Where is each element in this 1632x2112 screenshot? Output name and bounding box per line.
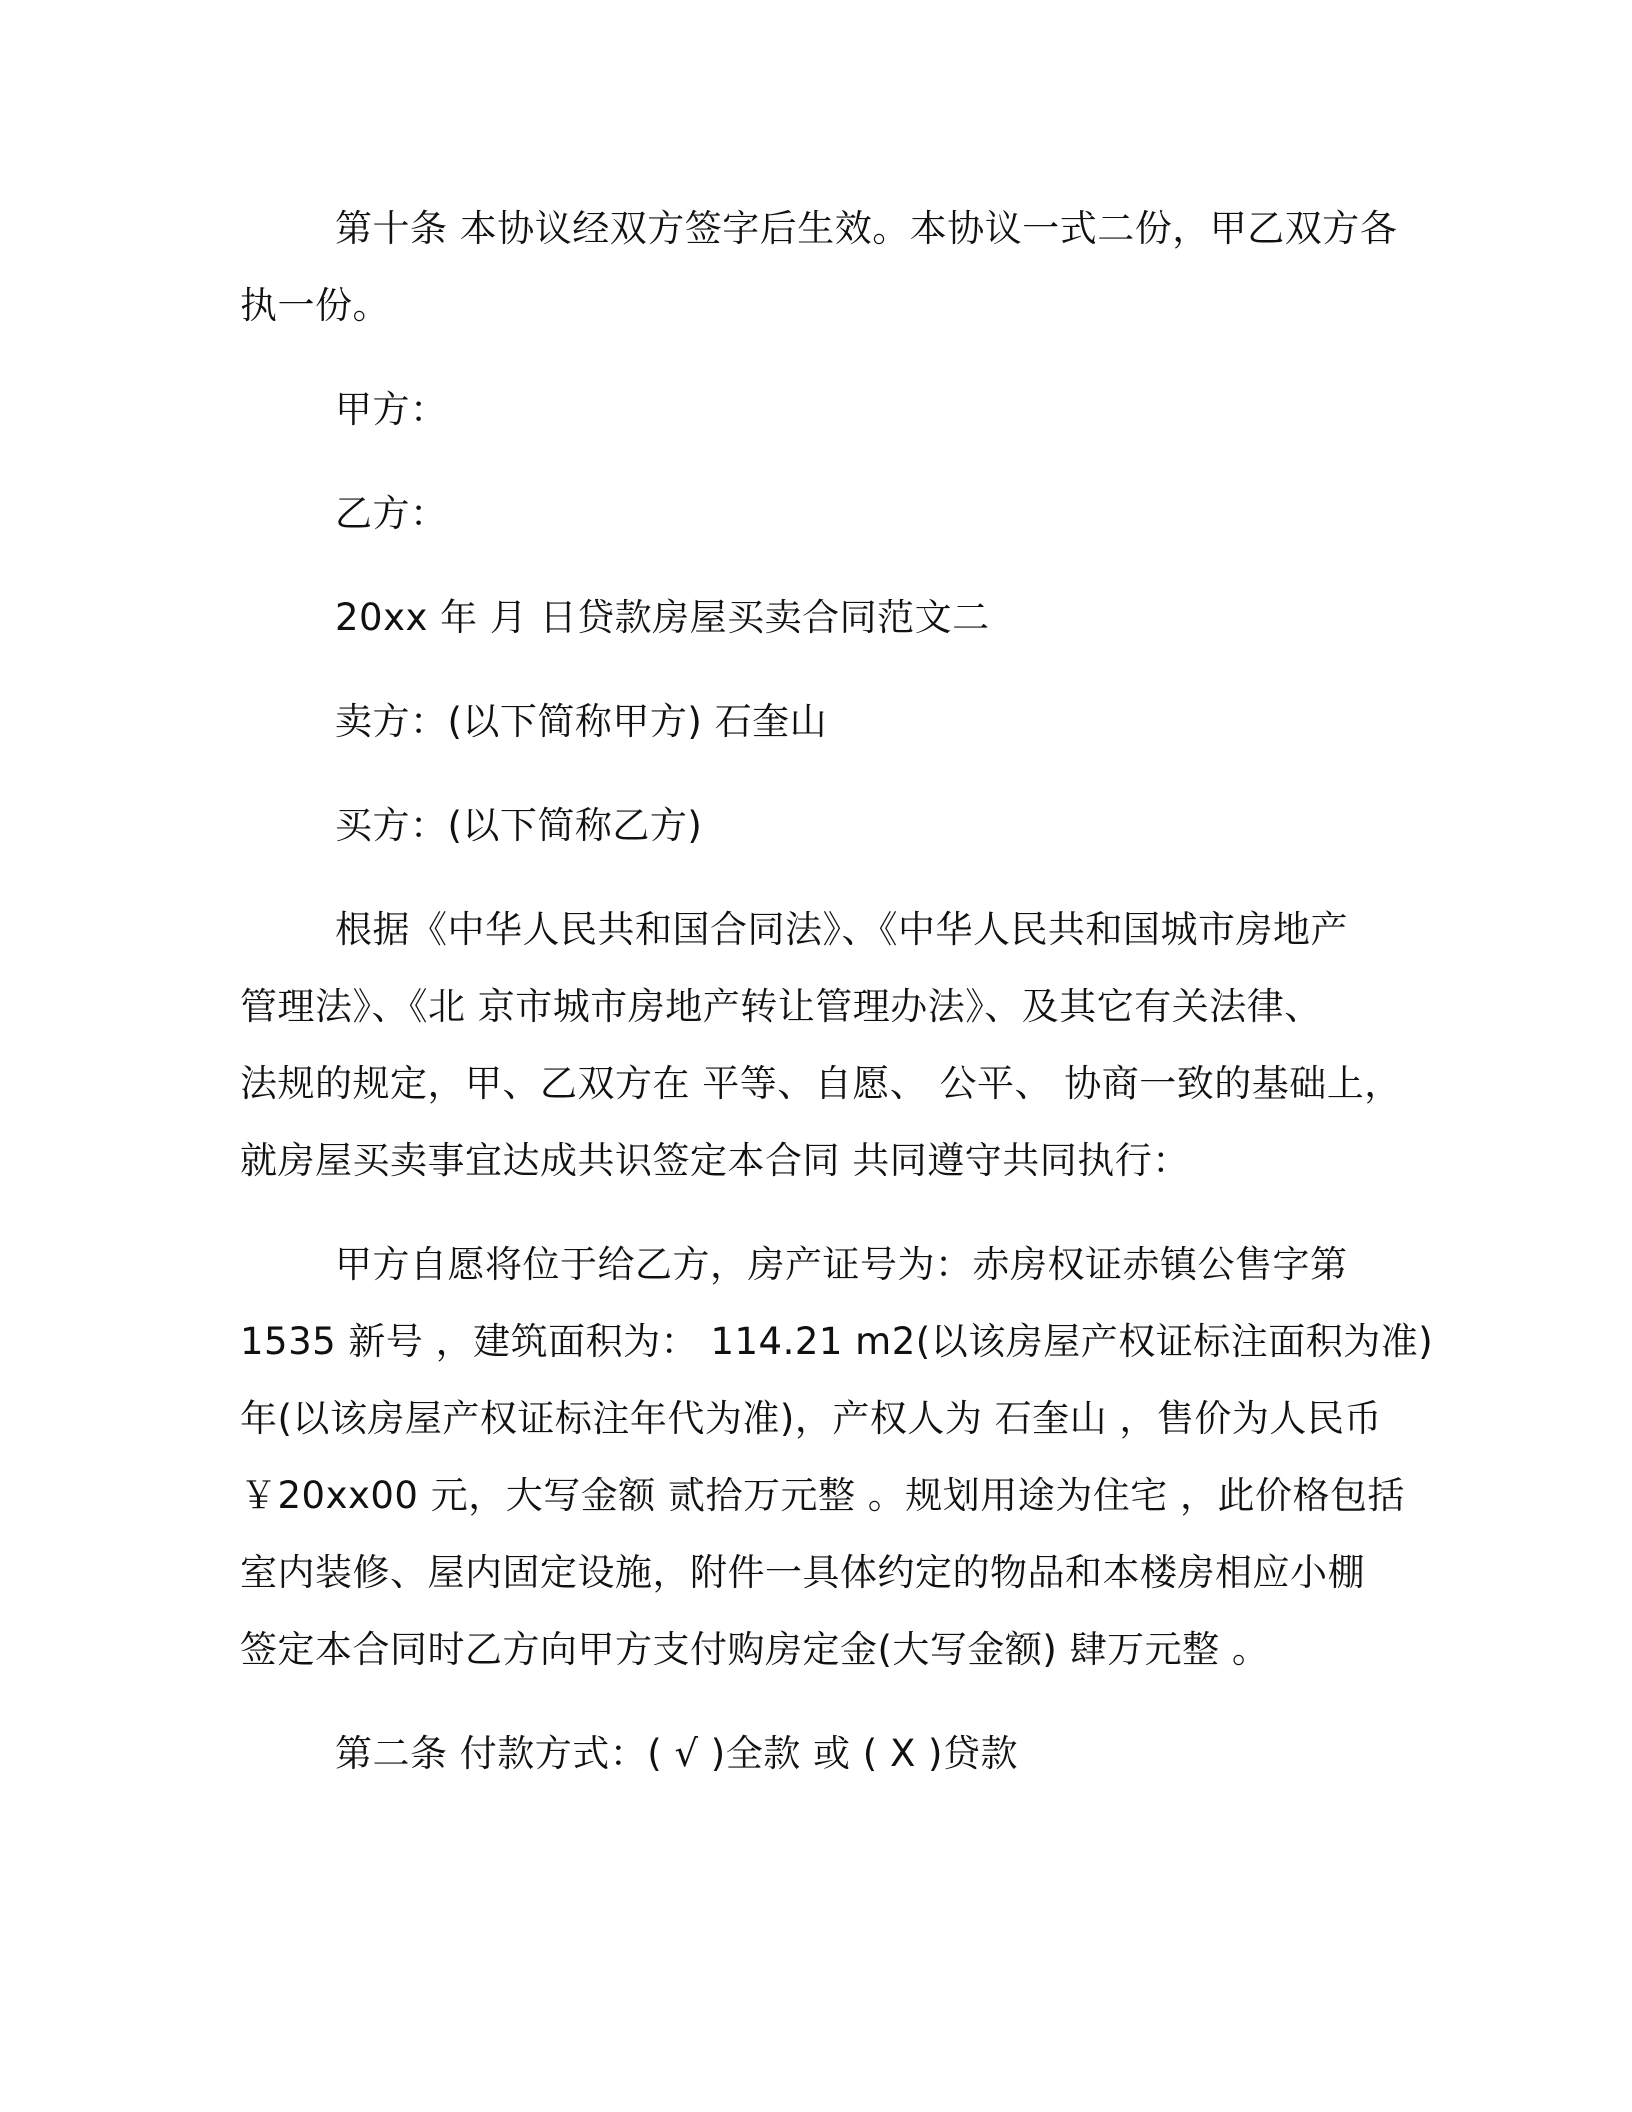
property-line-6: 签定本合同时乙方向甲方支付购房定金(大写金额) 肆万元整 。: [240, 1628, 1270, 1671]
property-line-2: 1535 新号 ，建筑面积为： 114.21 m2(以该房屋产权证标注面积为准): [240, 1320, 1434, 1363]
buyer-line: 买方：(以下简称乙方): [335, 804, 703, 847]
document-body: [240, 190, 1434, 1792]
date-and-title-line: 20xx 年 月 日贷款房屋买卖合同范文二: [335, 596, 990, 639]
property-line-4: ￥20xx00 元，大写金额 贰拾万元整 。规划用途为住宅 ，此价格包括: [240, 1474, 1405, 1517]
party-a-label: 甲方：: [335, 388, 448, 431]
clause-ten-line-1: 第十条 本协议经双方签字后生效。本协议一式二份，甲乙双方各: [335, 207, 1398, 250]
legal-basis-line-3: 法规的规定，甲、乙双方在 平等、自愿、 公平、 协商一致的基础上，: [240, 1062, 1402, 1105]
clause-ten-line-2: 执一份。: [240, 284, 390, 327]
party-b-label: 乙方：: [335, 492, 448, 535]
property-line-1: 甲方自愿将位于给乙方，房产证号为：赤房权证赤镇公售字第: [335, 1243, 1348, 1286]
property-line-3: 年(以该房屋产权证标注年代为准)，产权人为 石奎山 ，售价为人民币: [240, 1397, 1382, 1440]
legal-basis-line-4: 就房屋买卖事宜达成共识签定本合同 共同遵守共同执行：: [240, 1139, 1190, 1182]
payment-method-line: 第二条 付款方式：( √ )全款 或 ( X )贷款: [335, 1732, 1018, 1775]
legal-basis-line-1: 根据《中华人民共和国合同法》、《中华人民共和国城市房地产: [335, 908, 1348, 951]
seller-line: 卖方：(以下简称甲方) 石奎山: [335, 700, 828, 743]
legal-basis-line-2: 管理法》、《北 京市城市房地产转让管理办法》、及其它有关法律、: [240, 985, 1322, 1028]
property-line-5: 室内装修、屋内固定设施，附件一具体约定的物品和本楼房相应小棚: [240, 1551, 1365, 1594]
